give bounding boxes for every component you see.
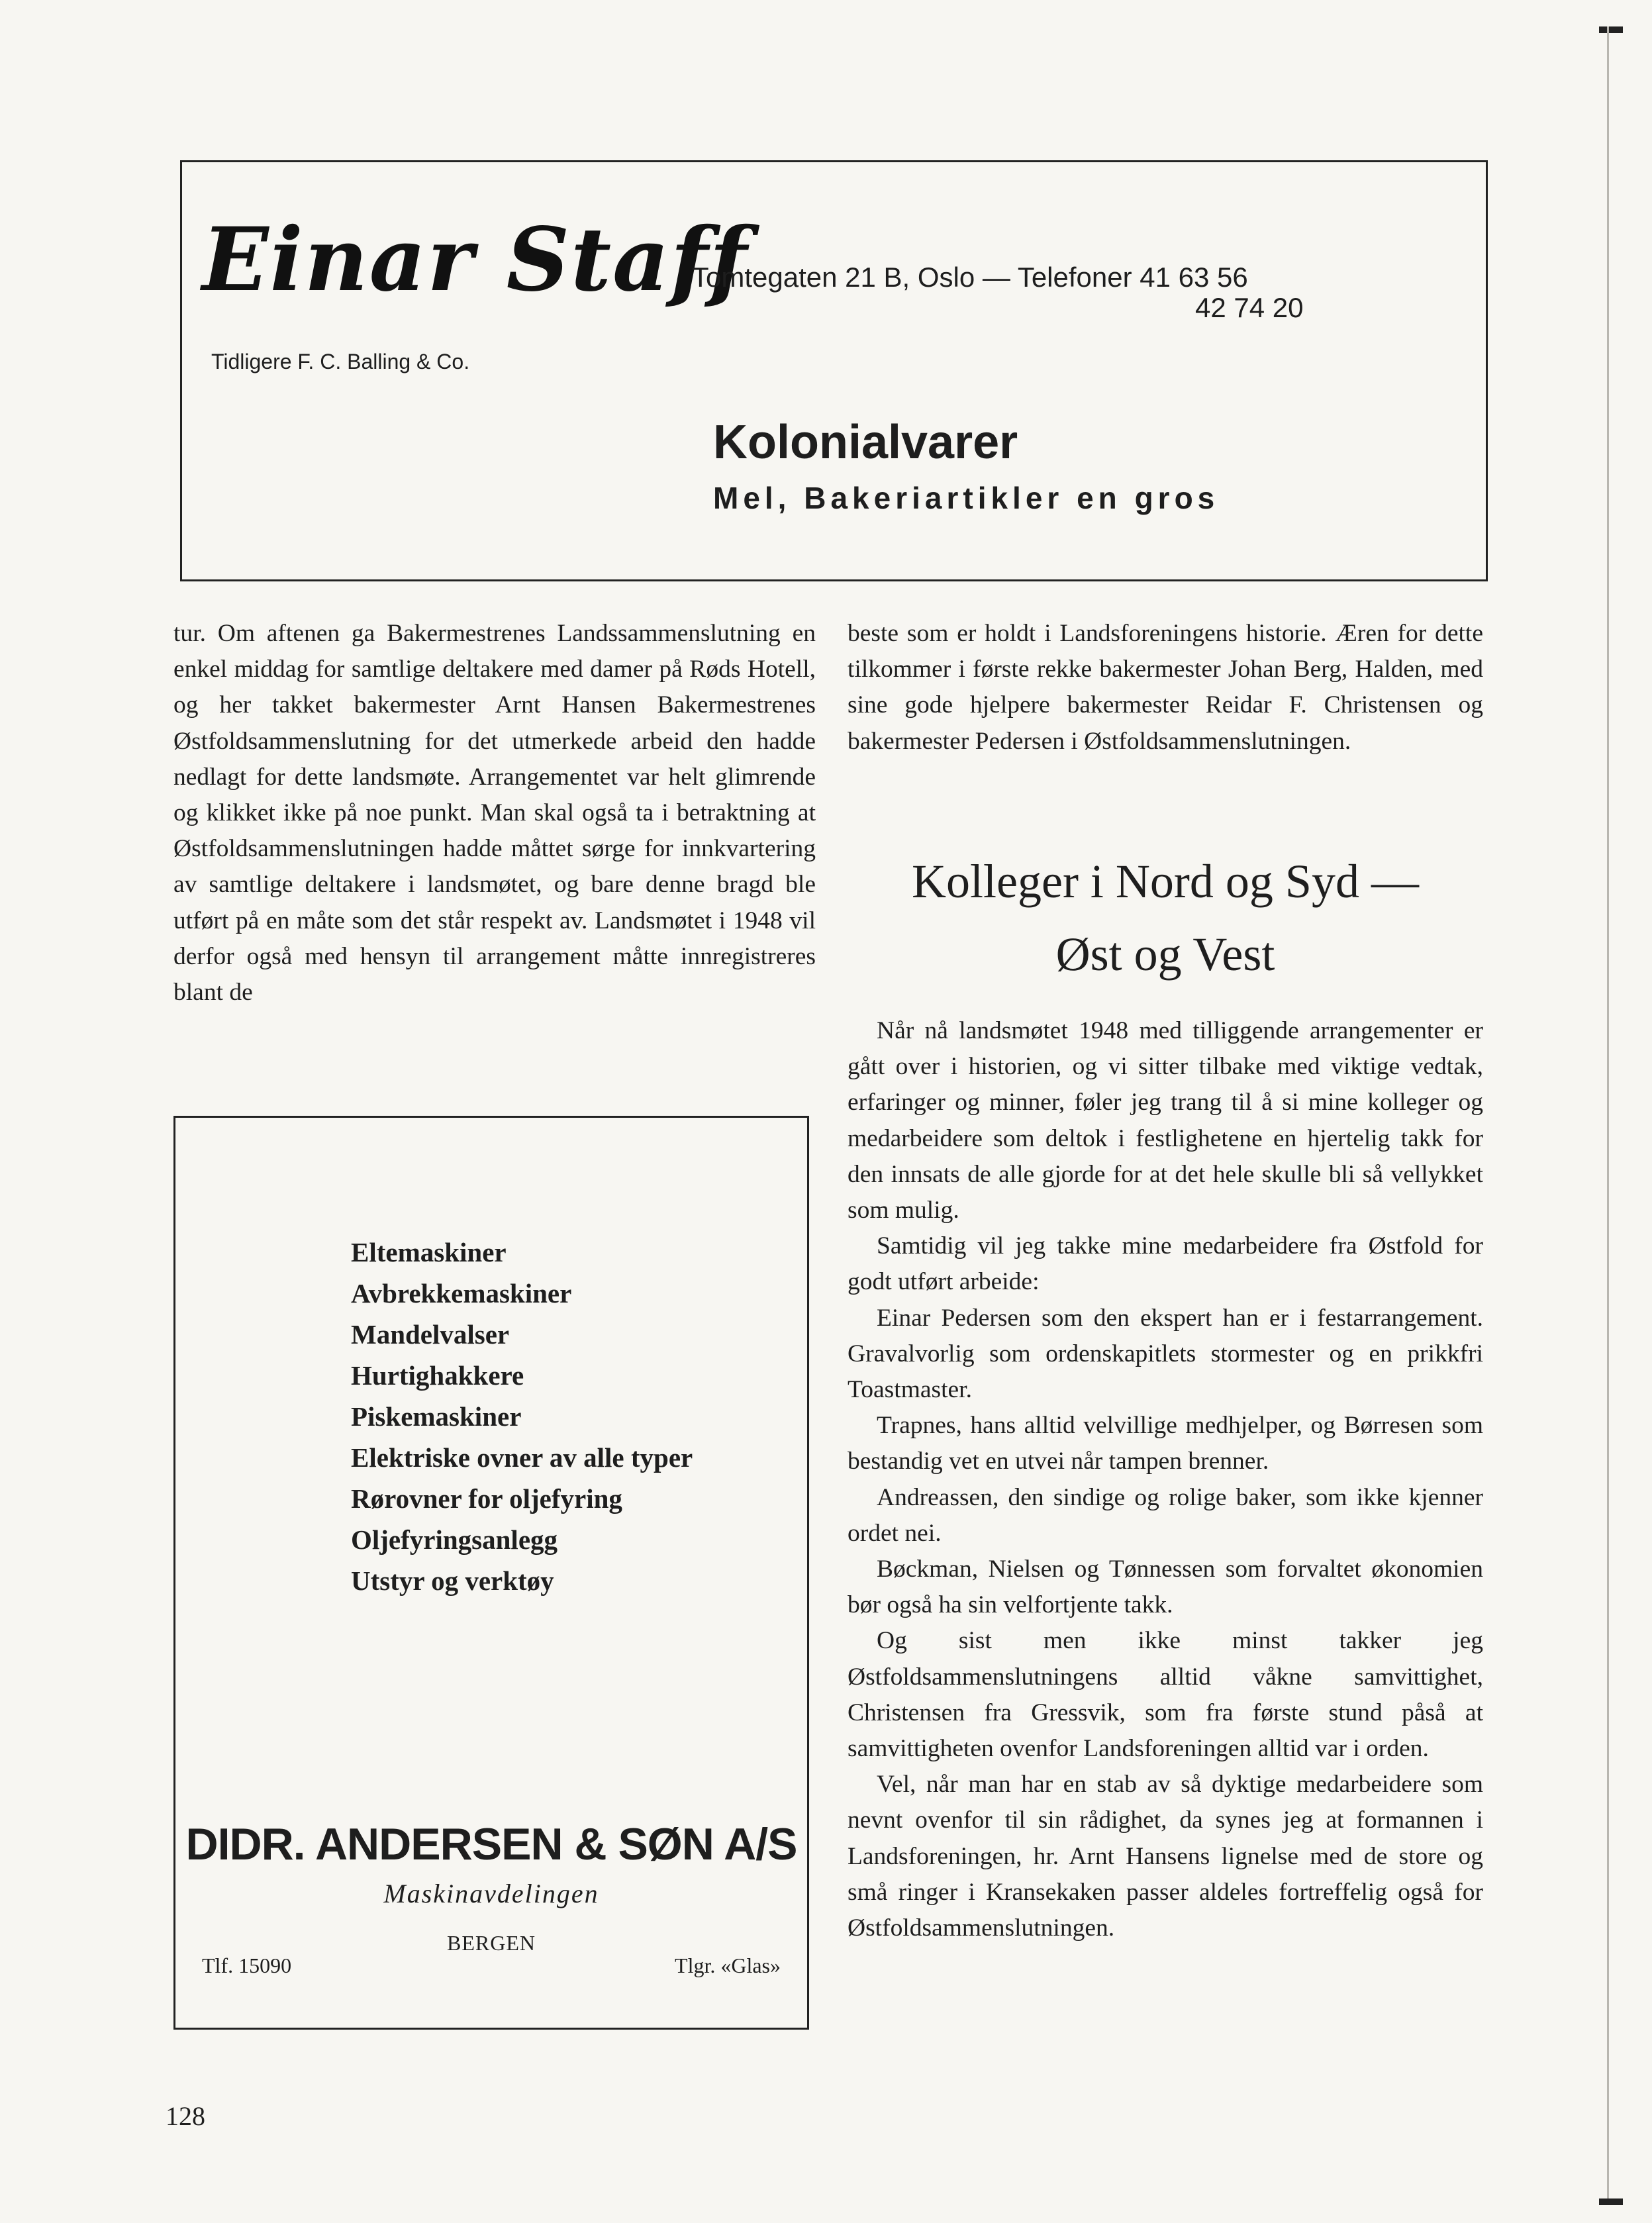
product-list — [351, 1232, 693, 1601]
company-name: DIDR. ANDERSEN & SØN A/S — [185, 1819, 797, 1869]
left-paragraph: tur. Om aftenen ga Bakermestrenes Landssammenslutning en enkel middag for samtlige deltakere med damer på Røds Hotell, og her takket bakermester Arnt Hansen Bakermestrenes Østfoldsammenslutning for det utmerkede arbeid den hadde nedlagt for dette landsmøte. Arrangementet var helt glimrende og klikket ikke på noe punkt. Man skal også ta i betraktning at Østfoldsammenslutningen hadde måttet sørge for innkvartering av samtlige deltakere i landsmøtet, og bare denne bragd ble utført på en måte som det står respekt av. Landsmøtet i 1948 vil derfor også med hensyn til arrangement måtte innregistreres blant de — [173, 620, 816, 1007]
product-item: Elektriske ovner av alle typer — [351, 1442, 693, 1473]
product-item: Hurtighakkere — [351, 1360, 524, 1391]
body-paragraph: Bøckman, Nielsen og Tønnessen som forvaltet økonomien bør også ha sin velfortjente takk. — [848, 1556, 1483, 1619]
second-phone: 42 74 20 — [1195, 292, 1304, 323]
body-paragraph: Trapnes, hans alltid velvillige medhjelper, og Børresen som bestandig vet en utvei når tampen brenner. — [848, 1412, 1483, 1475]
body-paragraph: Andreassen, den sindige og rolige baker, som ikke kjenner ordet nei. — [848, 1483, 1483, 1547]
product-item: Mandelvalser — [351, 1319, 510, 1350]
body-paragraph: Når nå landsmøtet 1948 med tilliggende arrangementer er gått over i historien, og vi sitter tilbake med viktige vedtak, erfaringer og minner, føler jeg trang til å si mine kolleger og medarbeidere som deltok i festlighetene en hjertelig takk for den innsats de alle gjorde for at det hele skulle bli så vellykket som mulig. — [848, 1017, 1483, 1224]
article-heading-line1: Kolleger i Nord og Syd — — [912, 855, 1419, 908]
product-item: Rørovner for oljefyring — [351, 1483, 622, 1514]
binding-cap-bottom — [1599, 2198, 1623, 2205]
address-line: Tomtegaten 21 B, Oslo — Telefoner 41 63 56 — [692, 262, 1248, 293]
department: Maskinavdelingen — [383, 1879, 599, 1908]
body-paragraph: Og sist men ikke minst takker jeg Østfoldsammenslutningens alltid våkne samvittighet, Christensen fra Gressvik, som fra første stund påså at samvittigheten ovenfor Landsforeningen alltid var i orden. — [848, 1627, 1483, 1763]
phone-number: Tlf. 15090 — [202, 1953, 292, 1977]
binding-rule — [1607, 26, 1609, 2205]
ad-headline: Kolonialvarer — [713, 416, 1018, 469]
city: BERGEN — [447, 1931, 536, 1955]
telegram-address: Tlgr. «Glas» — [675, 1953, 781, 1977]
ad-subline: Mel, Bakeriartikler en gros — [713, 481, 1220, 515]
binding-edge — [1599, 26, 1626, 2205]
advert-einar-staff — [180, 160, 1488, 581]
product-item: Oljefyringsanlegg — [351, 1524, 558, 1555]
page-number: 128 — [166, 2101, 205, 2131]
right-column-body — [848, 1013, 1483, 1946]
advert-didr-andersen — [173, 1116, 809, 2030]
body-paragraph: Vel, når man har en stab av så dyktige medarbeidere som nevnt ovenfor til sin rådighet, da synes jeg at formannen i Landsforeningen, hr. Arnt Hansens lignelse med de store og små ringer i Kransekaken passer aldeles fortreffelig også for Østfoldsammenslutningen. — [848, 1771, 1483, 1942]
body-paragraph: Einar Pedersen som den ekspert han er i festarrangement. Gravalvorlig som ordenskapitlets stormester og en prikkfri Toastmaster. — [848, 1304, 1483, 1404]
product-item: Utstyr og verktøy — [351, 1565, 554, 1596]
right-column-intro — [848, 616, 1483, 760]
company-logo: Einar Staff — [202, 209, 749, 311]
left-column — [173, 616, 816, 1011]
binding-cap-top — [1599, 26, 1623, 33]
product-item: Piskemaskiner — [351, 1401, 522, 1432]
product-item: Avbrekkemaskiner — [351, 1278, 572, 1309]
product-item: Eltemaskiner — [351, 1237, 507, 1267]
body-paragraph: Samtidig vil jeg takke mine medarbeidere fra Østfold for godt utført arbeide: — [848, 1232, 1483, 1296]
article-heading-line2: Øst og Vest — [1055, 928, 1275, 981]
former-name: Tidligere F. C. Balling & Co. — [211, 350, 470, 373]
intro-paragraph: beste som er holdt i Landsforeningens historie. Æren for dette tilkommer i første rekke bakermester Johan Berg, Halden, med sine gode hjelpere bakermester Reidar F. Christensen og bakermester Pedersen i Østfoldsammenslutningen. — [848, 620, 1483, 755]
